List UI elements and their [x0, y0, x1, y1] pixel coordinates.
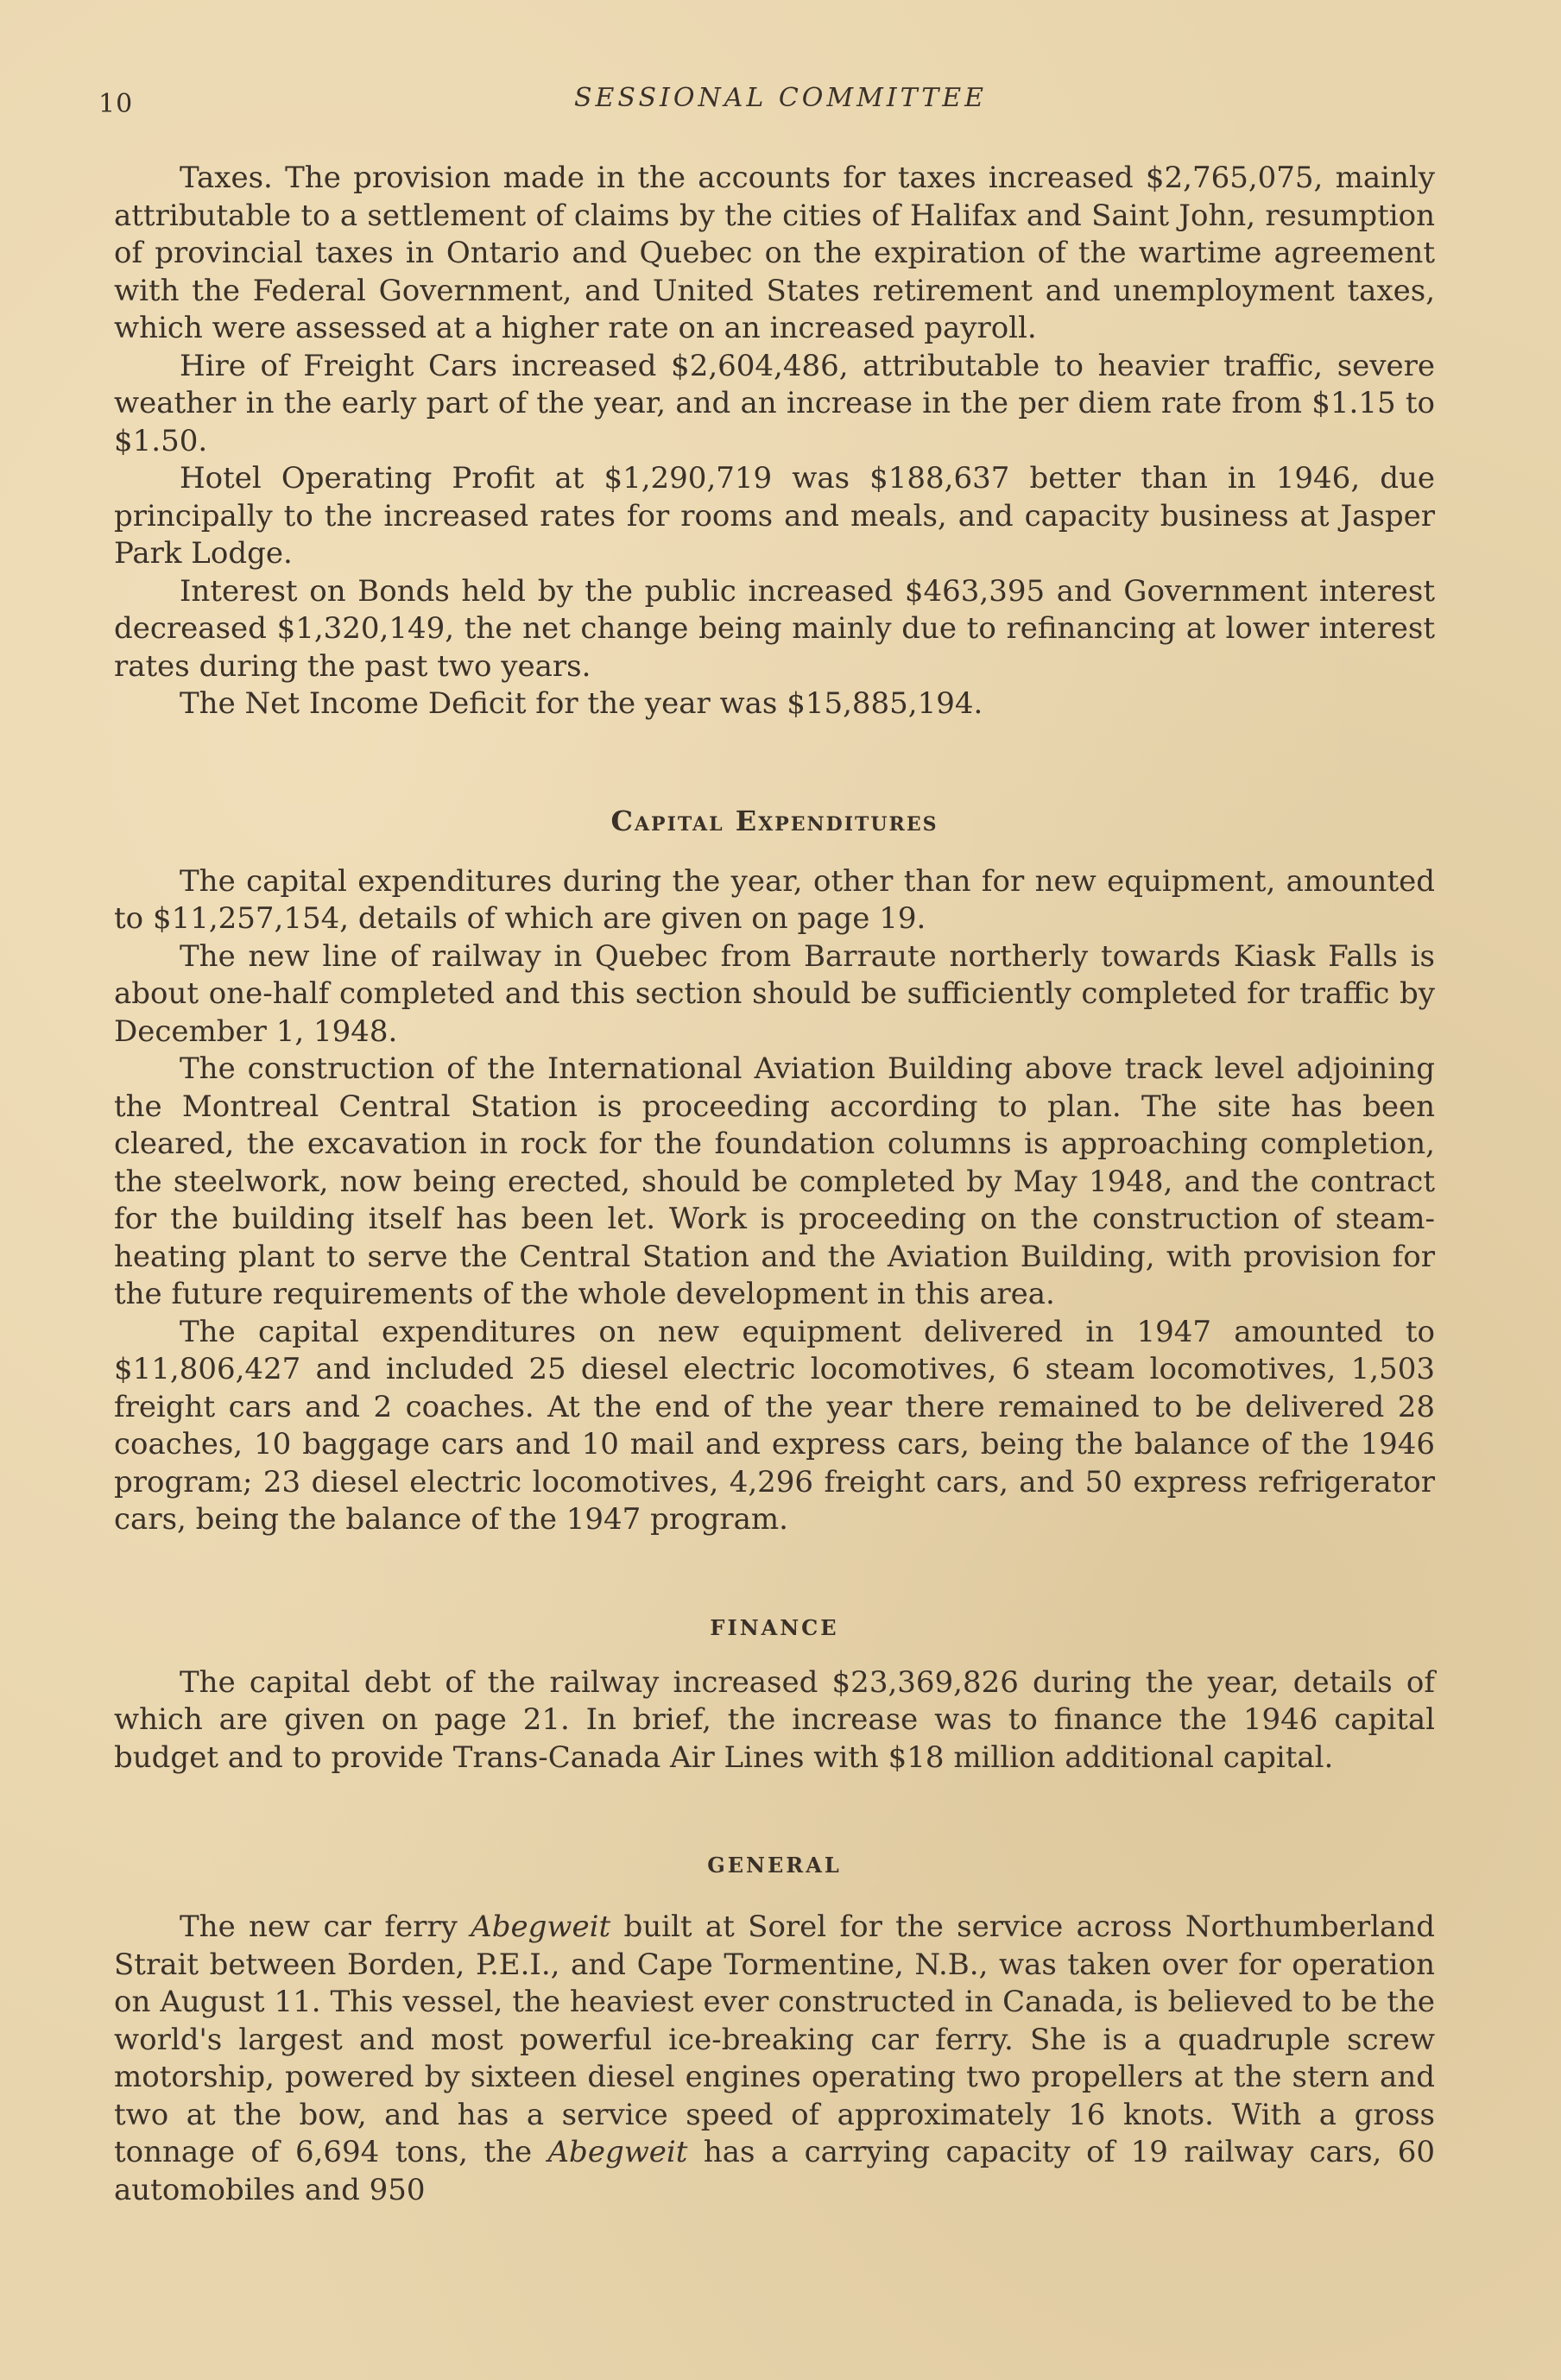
- paragraph-quebec-railway-line: The new line of railway in Quebec from Barraute northerly towards Kiask Falls is about one-half completed and this section should be sufficiently completed for traffic by December 1, 1948.: [114, 938, 1435, 1049]
- page-body: [114, 160, 1435, 2209]
- paragraph-capital-debt: The capital debt of the railway increased $23,369,826 during the year, details of which are given on page 21. In brief, the increase was to finance the 1946 capital budget and to provide Trans-Canada Air Lines with $18 million additional capital.: [114, 1664, 1435, 1775]
- running-title: SESSIONAL COMMITTEE: [573, 83, 988, 113]
- paragraph-net-income-deficit: The Net Income Deficit for the year was $15,885,194.: [180, 686, 983, 721]
- section-heading-general: GENERAL: [707, 1853, 842, 1878]
- paragraph-car-ferry: [114, 1909, 1435, 2209]
- ship-name: Abegweit: [471, 1910, 611, 1944]
- paragraph-capital-expenditures-total: The capital expenditures during the year, other than for new equipment, amounted to $11,257,154, details of which are given on page 19.: [114, 863, 1435, 936]
- paragraph-hire-of-freight-cars: Hire of Freight Cars increased $2,604,486, attributable to heavier traffic, severe weather in the early part of the year, and an increase in the per diem rate from $1.15 to $1.50.: [114, 348, 1435, 458]
- ship-name: Abegweit: [547, 2135, 688, 2169]
- text-segment: has a carrying capacity of 19 railway cars, 60 automobiles and 950: [114, 2135, 1436, 2207]
- capital-expenditures-section: [114, 863, 1435, 1539]
- general-section: [114, 1909, 1435, 2209]
- paragraph-new-equipment: The capital expenditures on new equipment delivered in 1947 amounted to $11,806,427 and included 25 diesel electric locomotives, 6 steam locomotives, 1,503 freight cars and 2 coaches. At the end of the year there remained to be delivered 28 coaches, 10 baggage cars and 10 mail and express cars, being the balance of the 1946 program; 23 diesel electric locomotives, 4,296 freight cars, and 50 express refrigerator cars, being the balance of the 1947 program.: [114, 1314, 1435, 1537]
- paragraph-aviation-building: The construction of the International Aviation Building above track level adjoining the Montreal Central Station is proceeding according to plan. The site has been cleared, the excavation in rock for the foundation columns is approaching completion, the steelwork, now being erected, should be completed by May 1948, and the contract for the building itself has been let. Work is proceeding on the construction of steam-heating plant to serve the Central Station and the Aviation Building, with provision for the future requirements of the whole development in this area.: [114, 1051, 1435, 1311]
- text-segment: built at Sorel for the service across Northumberland Strait between Borden, P.E.I., and Cape Tormentine, N.B., was taken over for operation on August 11. This vessel, the heaviest ever constructed in Canada, is believed to be the world's largest and most powerful ice-breaking car ferry. She is a quadruple screw motorship, powered by sixteen diesel engines operating two propellers at the stern and two at the bow, and has a service speed of approximately 16 knots. With a gross tonnage of 6,694 tons, the: [114, 1910, 1435, 2169]
- section-heading-capital-expenditures: Capital Expenditures: [610, 804, 938, 837]
- finance-section: [114, 1664, 1435, 1777]
- section-heading-finance: FINANCE: [710, 1614, 839, 1640]
- text-segment: The new car ferry: [180, 1910, 471, 1944]
- taxes-section: [114, 160, 1435, 723]
- page-number: 10: [98, 89, 134, 119]
- paragraph-hotel-operating-profit: Hotel Operating Profit at $1,290,719 was $188,637 better than in 1946, due principally to the increased rates for rooms and meals, and capacity business at Jasper Park Lodge.: [114, 461, 1435, 571]
- paragraph-taxes: Taxes. The provision made in the accounts for taxes increased $2,765,075, mainly attributable to a settlement of claims by the cities of Halifax and Saint John, resumption of provincial taxes in Ontario and Quebec on the expiration of the wartime agreement with the Federal Government, and United States retirement and unemployment taxes, which were assessed at a higher rate on an increased payroll.: [114, 161, 1435, 345]
- paragraph-interest-on-bonds: Interest on Bonds held by the public increased $463,395 and Government interest decreased $1,320,149, the net change being mainly due to refinancing at lower interest rates during the past two years.: [114, 573, 1435, 684]
